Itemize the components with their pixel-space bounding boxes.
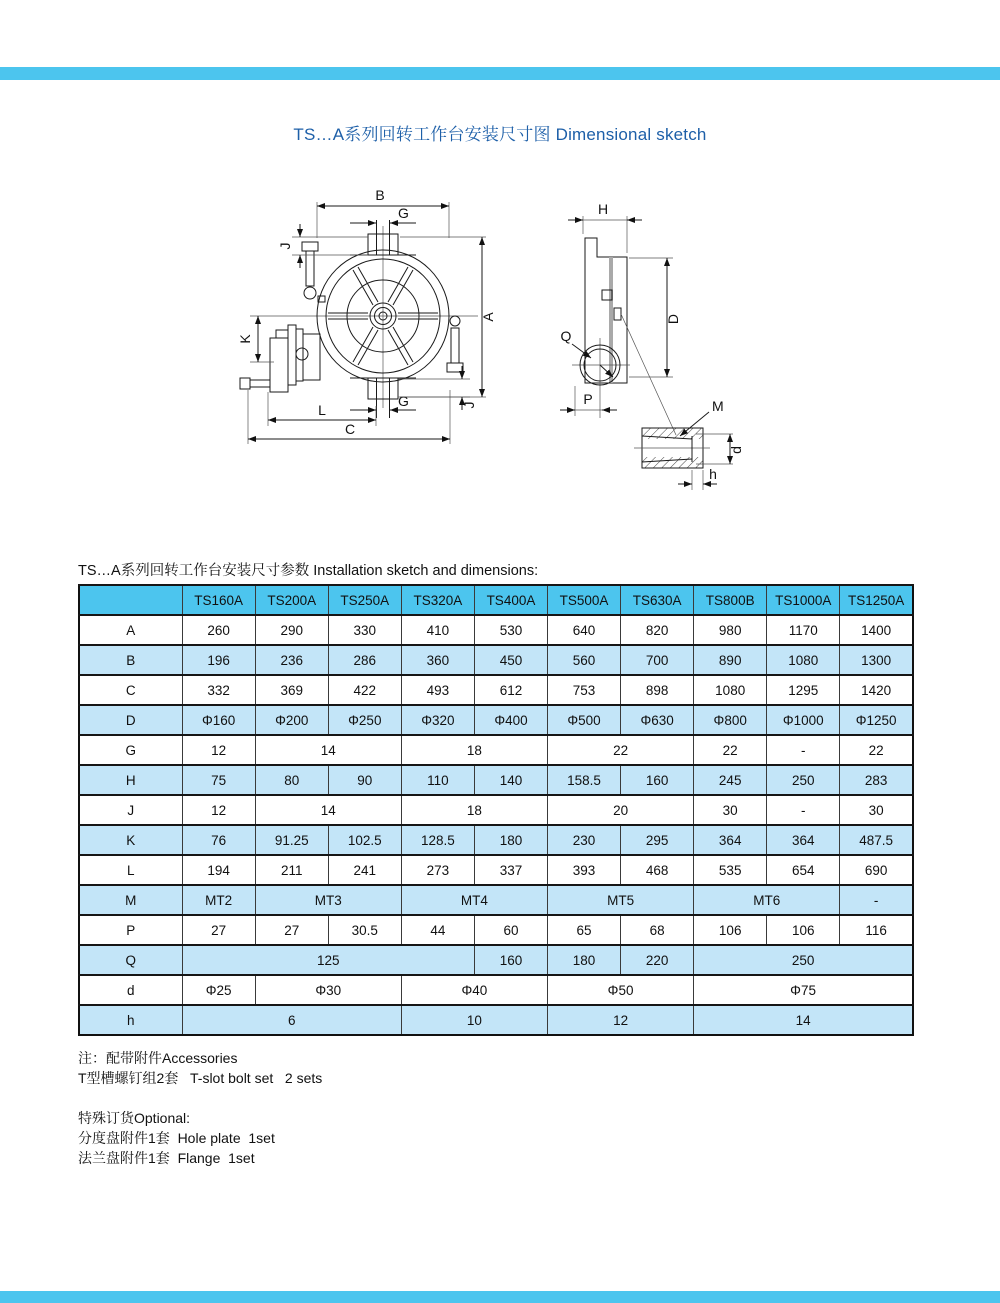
table-cell: 220	[621, 945, 694, 975]
table-corner-cell	[79, 585, 182, 615]
row-label: H	[79, 765, 182, 795]
dimensions-table	[78, 584, 914, 1036]
note-hole-plate: 分度盘附件1套 Hole plate 1set	[78, 1130, 275, 1146]
table-cell: MT3	[255, 885, 401, 915]
table-cell: 250	[767, 765, 840, 795]
dim-label-d-big: D	[665, 313, 681, 325]
table-cell: 1420	[840, 675, 913, 705]
table-cell: Φ1250	[840, 705, 913, 735]
table-cell: 27	[255, 915, 328, 945]
table-cell: 422	[328, 675, 401, 705]
column-header: TS400A	[474, 585, 547, 615]
table-row	[79, 855, 913, 885]
column-header: TS1000A	[767, 585, 840, 615]
table-cell: 14	[255, 735, 401, 765]
table-cell: Φ400	[474, 705, 547, 735]
table-cell: 68	[621, 915, 694, 945]
table-cell: 18	[401, 735, 547, 765]
dim-label-d-small: d	[728, 446, 744, 454]
table-row	[79, 945, 913, 975]
column-header: TS1250A	[840, 585, 913, 615]
table-cell: 27	[182, 915, 255, 945]
table-row	[79, 885, 913, 915]
table-cell: 245	[694, 765, 767, 795]
table-cell: MT5	[548, 885, 694, 915]
table-cell: Φ25	[182, 975, 255, 1005]
table-cell: 22	[548, 735, 694, 765]
table-cell: 106	[694, 915, 767, 945]
row-label: M	[79, 885, 182, 915]
table-row	[79, 615, 913, 645]
table-row	[79, 795, 913, 825]
table-cell: 10	[401, 1005, 547, 1035]
table-cell: 60	[474, 915, 547, 945]
table-cell: Φ160	[182, 705, 255, 735]
column-header: TS200A	[255, 585, 328, 615]
table-cell: 110	[401, 765, 474, 795]
table-cell: 487.5	[840, 825, 913, 855]
table-cell: 1080	[767, 645, 840, 675]
table-cell: 18	[401, 795, 547, 825]
table-row	[79, 975, 913, 1005]
table-cell: -	[767, 735, 840, 765]
table-cell: 75	[182, 765, 255, 795]
table-cell: Φ250	[328, 705, 401, 735]
note-tslot-bolt-set: T型槽螺钉组2套 T-slot bolt set 2 sets	[78, 1070, 323, 1086]
table-cell: 211	[255, 855, 328, 885]
dim-label-l: L	[318, 402, 326, 418]
column-header: TS630A	[621, 585, 694, 615]
table-cell: 158.5	[548, 765, 621, 795]
table-cell: 250	[694, 945, 913, 975]
page-title: TS…A系列回转工作台安装尺寸图 Dimensional sketch	[293, 125, 707, 144]
table-cell: 160	[474, 945, 547, 975]
dim-label-p: P	[583, 391, 593, 407]
table-cell: 468	[621, 855, 694, 885]
table-cell: 283	[840, 765, 913, 795]
table-cell: 30	[694, 795, 767, 825]
column-header: TS160A	[182, 585, 255, 615]
dim-label-j-top: J	[277, 242, 293, 250]
table-cell: 180	[548, 945, 621, 975]
table-cell: -	[840, 885, 913, 915]
table-cell: 295	[621, 825, 694, 855]
column-header: TS320A	[401, 585, 474, 615]
top-accent-bar	[0, 67, 1000, 80]
table-cell: 450	[474, 645, 547, 675]
table-cell: 1170	[767, 615, 840, 645]
table-row	[79, 735, 913, 765]
table-cell: 12	[182, 735, 255, 765]
table-cell: 654	[767, 855, 840, 885]
table-cell: 160	[621, 765, 694, 795]
dim-label-g-bottom: G	[398, 393, 409, 409]
table-cell: 76	[182, 825, 255, 855]
table-cell: 820	[621, 615, 694, 645]
table-cell: 560	[548, 645, 621, 675]
column-header: TS500A	[548, 585, 621, 615]
dim-label-j-bottom: J	[461, 401, 477, 409]
table-cell: 20	[548, 795, 694, 825]
table-row	[79, 705, 913, 735]
table-row	[79, 915, 913, 945]
table-cell: 194	[182, 855, 255, 885]
table-cell: 6	[182, 1005, 401, 1035]
table-cell: 898	[621, 675, 694, 705]
column-header: TS250A	[328, 585, 401, 615]
table-row	[79, 825, 913, 855]
table-cell: 1400	[840, 615, 913, 645]
row-label: C	[79, 675, 182, 705]
table-cell: 530	[474, 615, 547, 645]
table-cell: 360	[401, 645, 474, 675]
table-cell: 753	[548, 675, 621, 705]
table-cell: 260	[182, 615, 255, 645]
dim-label-k: K	[237, 334, 253, 344]
table-body	[79, 615, 913, 1035]
note-flange: 法兰盘附件1套 Flange 1set	[78, 1150, 255, 1166]
dim-label-h-small: h	[709, 466, 717, 482]
table-cell: 65	[548, 915, 621, 945]
row-label: d	[79, 975, 182, 1005]
table-cell: 22	[840, 735, 913, 765]
table-cell: Φ630	[621, 705, 694, 735]
note-accessories: 注：配带附件Accessories	[78, 1050, 238, 1066]
dim-label-h: H	[597, 201, 609, 217]
table-row	[79, 765, 913, 795]
table-cell: 116	[840, 915, 913, 945]
row-label: P	[79, 915, 182, 945]
table-cell: 700	[621, 645, 694, 675]
front-view-drawing	[237, 187, 496, 444]
row-label: G	[79, 735, 182, 765]
table-cell: -	[767, 795, 840, 825]
table-cell: 535	[694, 855, 767, 885]
dim-label-c: C	[344, 421, 356, 437]
table-cell: 14	[694, 1005, 913, 1035]
table-row	[79, 675, 913, 705]
table-cell: 12	[182, 795, 255, 825]
row-label: J	[79, 795, 182, 825]
table-cell: 180	[474, 825, 547, 855]
table-cell: 128.5	[401, 825, 474, 855]
table-cell: 1080	[694, 675, 767, 705]
taper-detail-drawing	[634, 398, 744, 490]
table-cell: Φ50	[548, 975, 694, 1005]
table-cell: 890	[694, 645, 767, 675]
table-cell: 102.5	[328, 825, 401, 855]
table-cell: 106	[767, 915, 840, 945]
table-cell: 12	[548, 1005, 694, 1035]
table-cell: Φ75	[694, 975, 913, 1005]
row-label: h	[79, 1005, 182, 1035]
table-cell: 91.25	[255, 825, 328, 855]
table-cell: 196	[182, 645, 255, 675]
table-cell: Φ500	[548, 705, 621, 735]
table-cell: 337	[474, 855, 547, 885]
row-label: B	[79, 645, 182, 675]
row-label: D	[79, 705, 182, 735]
note-optional-title: 特殊订货Optional:	[78, 1110, 191, 1126]
table-cell: 290	[255, 615, 328, 645]
table-cell: 22	[694, 735, 767, 765]
dim-label-g-top: G	[398, 205, 409, 221]
row-label: K	[79, 825, 182, 855]
table-cell: 140	[474, 765, 547, 795]
table-cell: 241	[328, 855, 401, 885]
dim-label-a: A	[480, 312, 496, 322]
table-cell: 1295	[767, 675, 840, 705]
dim-label-b: B	[375, 187, 385, 203]
table-cell: 90	[328, 765, 401, 795]
table-cell: Φ1000	[767, 705, 840, 735]
bottom-accent-bar	[0, 1291, 1000, 1303]
table-cell: 393	[548, 855, 621, 885]
table-cell: 30	[840, 795, 913, 825]
dim-label-q: Q	[560, 328, 572, 344]
table-cell: 330	[328, 615, 401, 645]
table-cell: 1300	[840, 645, 913, 675]
table-cell: 410	[401, 615, 474, 645]
table-cell: 230	[548, 825, 621, 855]
table-cell: 690	[840, 855, 913, 885]
clamp-bolt-bottom-right	[447, 316, 463, 372]
table-cell: 493	[401, 675, 474, 705]
dimensional-sketch	[230, 178, 780, 508]
table-cell: MT2	[182, 885, 255, 915]
table-cell: Φ320	[401, 705, 474, 735]
table-cell: MT6	[694, 885, 840, 915]
table-cell: Φ800	[694, 705, 767, 735]
table-caption: TS…A系列回转工作台安装尺寸参数 Installation sketch and dimensions:	[78, 563, 539, 579]
table-row	[79, 1005, 913, 1035]
table-cell: 332	[182, 675, 255, 705]
table-cell: 125	[182, 945, 474, 975]
table-head	[79, 585, 913, 615]
table-cell: MT4	[401, 885, 547, 915]
table-cell: Φ40	[401, 975, 547, 1005]
row-label: A	[79, 615, 182, 645]
table-cell: 980	[694, 615, 767, 645]
table-cell: 369	[255, 675, 328, 705]
row-label: Q	[79, 945, 182, 975]
table-cell: 80	[255, 765, 328, 795]
table-row	[79, 645, 913, 675]
table-cell: 364	[767, 825, 840, 855]
table-cell: 612	[474, 675, 547, 705]
table-cell: 30.5	[328, 915, 401, 945]
table-cell: 286	[328, 645, 401, 675]
table-cell: 236	[255, 645, 328, 675]
table-cell: 640	[548, 615, 621, 645]
table-cell: 14	[255, 795, 401, 825]
row-label: L	[79, 855, 182, 885]
dim-label-m: M	[712, 398, 724, 414]
side-view-drawing	[560, 201, 681, 435]
table-cell: 44	[401, 915, 474, 945]
column-header: TS800B	[694, 585, 767, 615]
table-cell: Φ30	[255, 975, 401, 1005]
table-cell: 273	[401, 855, 474, 885]
table-cell: Φ200	[255, 705, 328, 735]
table-cell: 364	[694, 825, 767, 855]
